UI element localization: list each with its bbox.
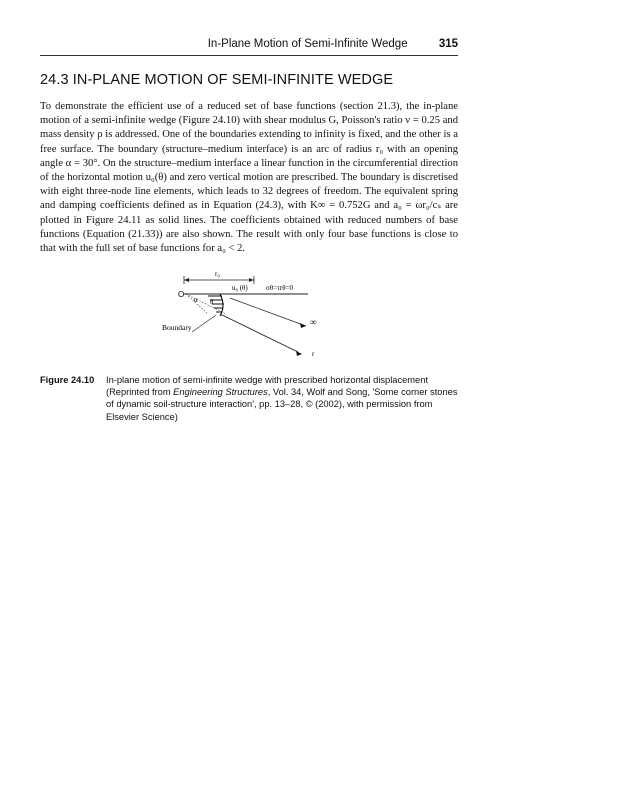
r-label: r — [312, 350, 315, 358]
theta-label: θ — [210, 298, 214, 306]
body-paragraph: To demonstrate the efficient use of a reduced set of base functions (section 21.3), the in-plane motion of a semi-infinite wedge (Figure 24.10) with shear modulus G, Poisson's ratio ν = 0.25 and mass density ρ is addressed. One of the boundaries extending to infinity is fixed, and the other is a free surface. The boundary (structure–medium interface) is an arc of radius r₀ with an opening angle α = 30°. On the structure–medium interface a linear function in the circumferential direction of the horizontal motion u₀(θ) and zero vertical motion are prescribed. The boundary is discretised with eight three-node line elements, which leads to 32 degrees of freedom. The equivalent spring and damping coefficients defined as in Equation (24.3), with K∞ = 0.752G and a₀ = ωr₀/cₛ are plotted in Figure 24.11 as solid lines. The coefficients obtained with reduced numbers of base functions (Equation (21.33)) are also shown. The result with only four base functions is close to that with the full set of base functions for a₀ < 2. — [40, 101, 458, 255]
origin-label: O — [178, 290, 185, 299]
inclined-boundary-line — [220, 314, 298, 352]
caption-label: Figure 24.10 — [40, 375, 95, 385]
boundary-leader-line — [192, 315, 216, 332]
wedge-diagram — [150, 268, 360, 364]
caption-text-before: In-plane motion of semi-infinite wedge with prescribed horizontal displacement (Reprinted from — [106, 375, 428, 398]
header-rule — [40, 55, 458, 56]
running-title: In-Plane Motion of Semi-Infinite Wedge — [207, 38, 408, 50]
caption-journal: Engineering Structures — [173, 387, 268, 398]
figure-caption — [40, 374, 460, 423]
r-arrowhead — [296, 351, 302, 356]
boundary-label: Boundary — [162, 323, 192, 332]
page-number: 315 — [438, 38, 458, 50]
caption-text-after: , Vol. 34, Wolf and Song, 'Some corner stones of dynamic soil-structure interaction', pp. 13–28, © (2002), with permission from Elsevier Science) — [106, 387, 458, 422]
r0-arrowhead-right — [249, 278, 254, 282]
wedge-interior-line — [230, 298, 306, 326]
running-header — [0, 38, 458, 52]
figure-24-10 — [150, 268, 360, 364]
r0-label: r₀ — [215, 270, 220, 278]
infinity-label: ∞ — [310, 317, 317, 327]
stress-free-label: σθ=τrθ=0 — [266, 284, 294, 292]
boundary-arc — [220, 294, 223, 316]
u0-theta-label: u₀ (θ) — [232, 284, 248, 292]
section-heading: 24.3 IN-PLANE MOTION OF SEMI-INFINITE WEDGE — [40, 72, 394, 88]
r0-arrowhead-left — [184, 278, 189, 282]
caption-text — [106, 374, 460, 423]
alpha-label: α — [194, 296, 198, 304]
